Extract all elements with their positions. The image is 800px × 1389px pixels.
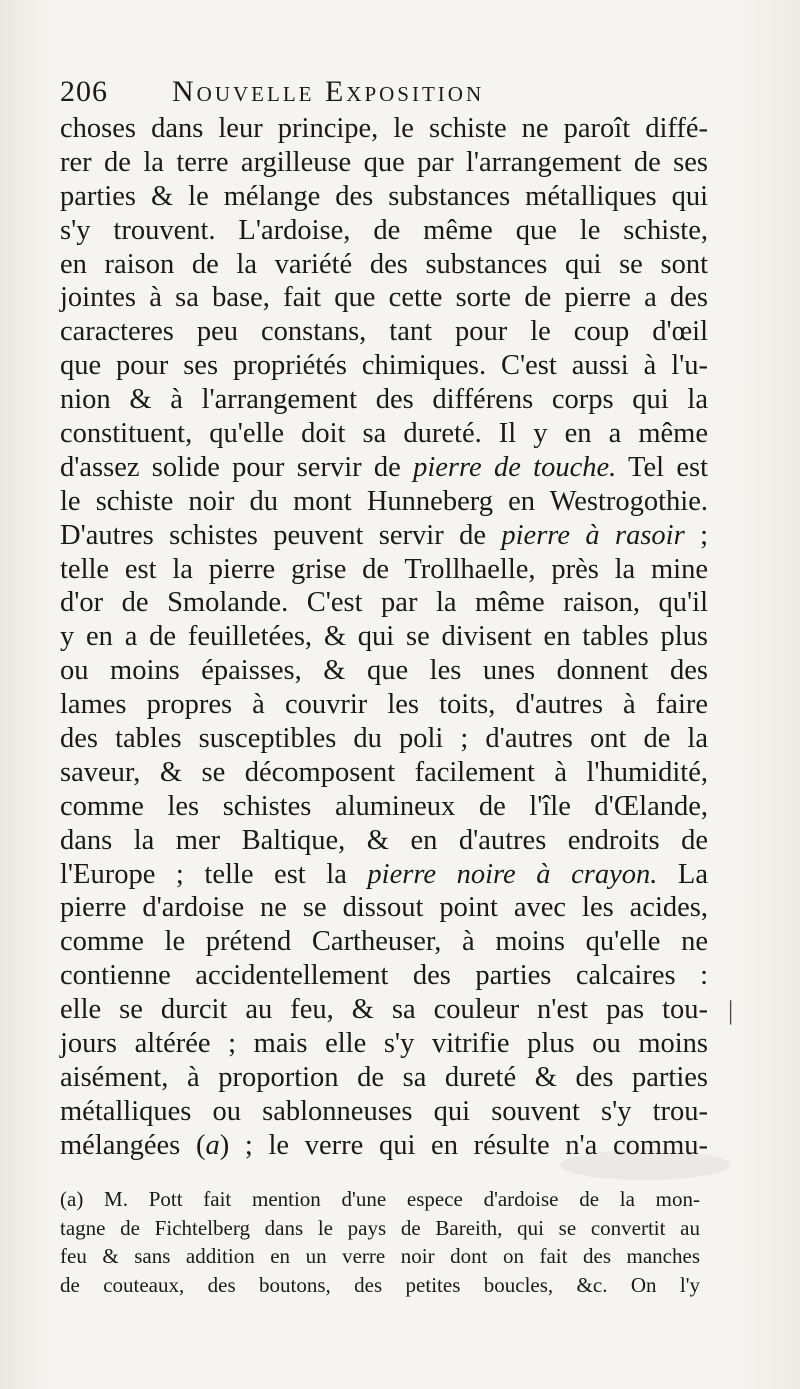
text-line: que pour ses propriétés chimiques. C'est aussi à l'u-	[60, 350, 708, 382]
margin-mark: |	[728, 996, 734, 1025]
text-line: jointes à sa base, fait que cette sorte de pierre a des	[60, 282, 708, 314]
text-line: choses dans leur principe, le schiste ne paroît diffé-	[60, 113, 708, 144]
footnote-line: tagne de Fichtelberg dans le pays de Bareith, qui se convertit au	[60, 1215, 700, 1240]
footnote-line: (a) M. Pott fait mention d'une espece d'ardoise de la mon-	[60, 1187, 700, 1211]
page-number: 206	[60, 75, 108, 108]
text-line: s'y trouvent. L'ardoise, de même que le schiste,	[60, 214, 708, 246]
text-run: D'autres schistes peuvent servir de	[60, 519, 502, 551]
text-line: rer de la terre argilleuse que par l'arrangement de ses	[60, 146, 708, 178]
text-line: y en a de feuilletées, & qui se divisent en tables plus	[60, 621, 708, 653]
main-text-block	[60, 112, 708, 1163]
italic-term: pierre noire à crayon.	[367, 858, 658, 890]
text-line: parties & le mélange des substances métalliques qui	[60, 180, 708, 212]
text-run: ) ; le verre qui en résulte n'a commu-	[219, 1129, 708, 1161]
text-line: en raison de la variété des substances qui se sont	[60, 248, 708, 280]
text-line: constituent, qu'elle doit sa dureté. Il y en a même	[60, 418, 708, 450]
text-line	[60, 451, 708, 485]
text-line: nion & à l'arrangement des différens corps qui la	[60, 384, 708, 416]
italic-term: a	[205, 1129, 220, 1161]
running-title: Nouvelle Exposition	[172, 75, 485, 108]
text-run: l'Europe ; telle est la	[60, 858, 368, 890]
text-run: d'assez solide pour servir de	[60, 451, 414, 483]
text-line: des tables susceptibles du poli ; d'autres ont de la	[60, 723, 708, 755]
page-header	[60, 72, 720, 112]
text-line: aisément, à proportion de sa dureté & des parties	[60, 1061, 708, 1093]
text-run: mélangées (	[60, 1129, 206, 1161]
text-line: ou moins épaisses, & que les unes donnent des	[60, 655, 708, 687]
text-line: jours altérée ; mais elle s'y vitrifie plus ou moins	[60, 1028, 708, 1060]
text-line: lames propres à couvrir les toits, d'autres à faire	[60, 689, 708, 721]
text-line: dans la mer Baltique, & en d'autres endroits de	[60, 824, 708, 856]
text-line: comme le prétend Cartheuser, à moins qu'elle ne	[60, 926, 708, 958]
text-line: comme les schistes alumineux de l'île d'Œlande,	[60, 790, 708, 822]
text-run: Tel est	[616, 451, 708, 483]
italic-term: pierre de touche.	[413, 451, 617, 483]
text-line: métalliques ou sablonneuses qui souvent s'y trou-	[60, 1095, 708, 1127]
text-line	[60, 1129, 708, 1163]
footnote-line: de couteaux, des boutons, des petites boucles, &c. On l'y	[60, 1272, 700, 1297]
text-line: le schiste noir du mont Hunneberg en Westrogothie.	[60, 485, 708, 517]
footnote-line: feu & sans addition en un verre noir dont on fait des manches	[60, 1244, 700, 1268]
text-line: telle est la pierre grise de Trollhaelle, près la mine	[60, 553, 708, 585]
text-line: saveur, & se décomposent facilement à l'humidité,	[60, 756, 708, 788]
text-line: caracteres peu constans, tant pour le coup d'œil	[60, 316, 708, 348]
text-line: elle se durcit au feu, & sa couleur n'est pas tou-	[60, 994, 708, 1026]
text-run: ;	[684, 519, 708, 551]
text-line: contienne accidentellement des parties calcaires :	[60, 960, 708, 992]
text-run: La	[657, 858, 708, 890]
text-line	[60, 858, 708, 892]
text-line	[60, 519, 708, 553]
footnote-block	[60, 1185, 700, 1299]
text-line: pierre d'ardoise ne se dissout point avec les acides,	[60, 892, 708, 924]
italic-term: pierre à rasoir	[501, 519, 685, 551]
text-line: d'or de Smolande. C'est par la même raison, qu'il	[60, 587, 708, 619]
